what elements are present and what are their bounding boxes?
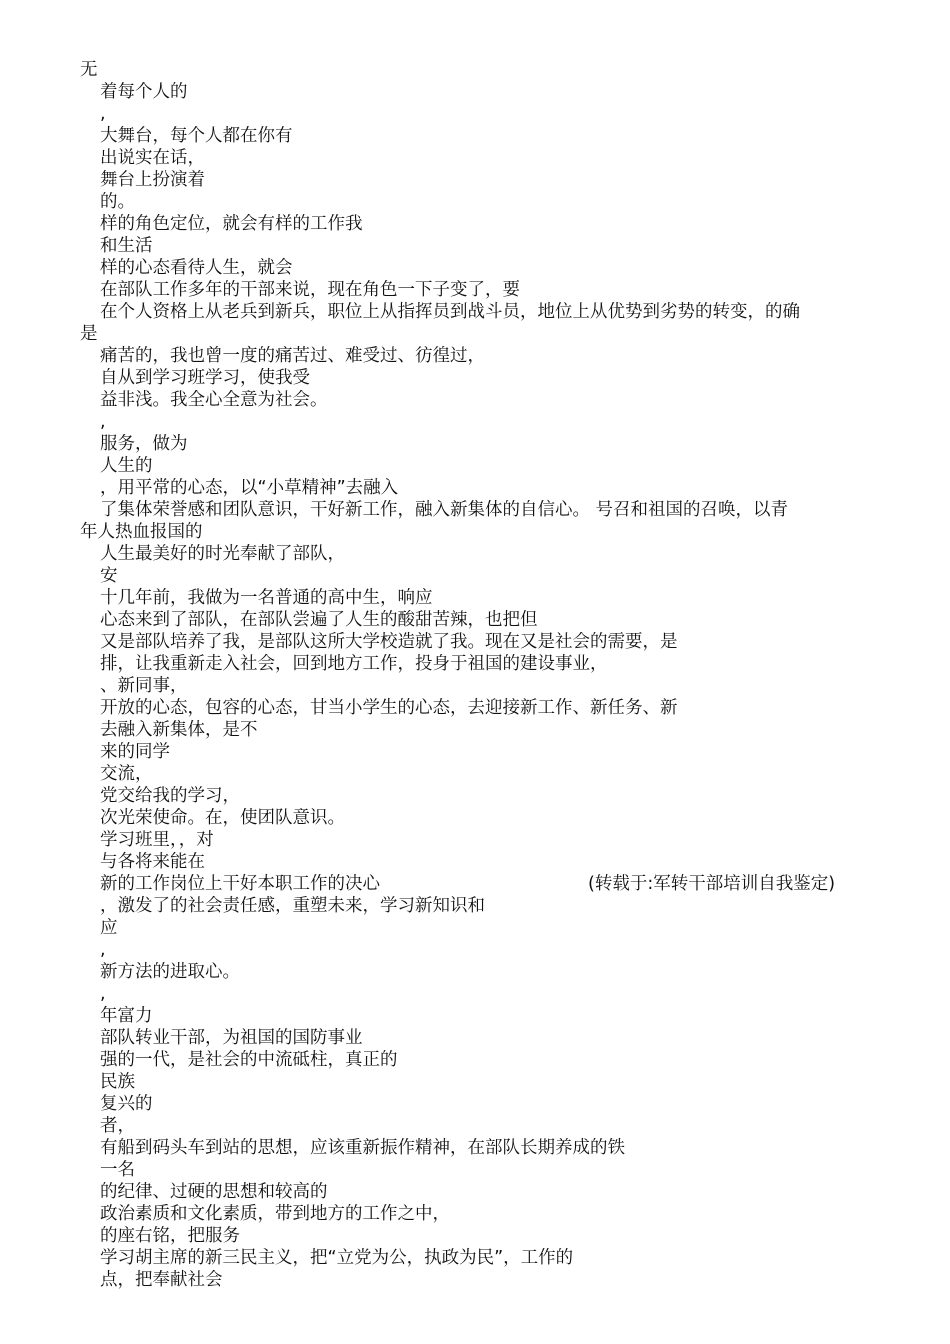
text-line: 新的工作岗位上干好本职工作的决心	[100, 874, 380, 894]
text-line: 与各将来能在	[100, 852, 205, 872]
text-line: 新方法的进取心。	[100, 962, 240, 982]
text-line: 无	[80, 60, 98, 80]
text-line: 在部队工作多年的干部来说，现在角色一下子变了，要	[100, 280, 520, 300]
text-line: 样的角色定位，就会有样的工作我	[100, 214, 363, 234]
text-line: 心态来到了部队，在部队尝遍了人生的酸甜苦辣，也把但	[100, 610, 538, 630]
text-line: 服务，做为	[100, 434, 188, 454]
text-line: 民族	[100, 1072, 135, 1092]
text-line: 者，	[100, 1116, 135, 1136]
text-line: 了集体荣誉感和团队意识，干好新工作，融入新集体的自信心。 号召和祖国的召唤，以青	[100, 500, 789, 520]
text-line: 有船到码头车到站的思想，应该重新振作精神，在部队长期养成的铁	[100, 1138, 625, 1158]
text-line: 样的心态看待人生，就会	[100, 258, 293, 278]
text-line: 、新同事，	[100, 676, 188, 696]
text-line: 年富力	[100, 1006, 153, 1026]
text-line: 点，把奉献社会	[100, 1270, 223, 1290]
text-line: 来的同学	[100, 742, 170, 762]
text-line: 人生最美好的时光奉献了部队，	[100, 544, 345, 564]
text-line: 人生的	[100, 456, 153, 476]
text-line: 的纪律、过硬的思想和较高的	[100, 1182, 328, 1202]
text-line: 出说实在话，	[100, 148, 205, 168]
text-line: 的。	[100, 192, 135, 212]
source-note: (转载于:军转干部培训自我鉴定)	[588, 874, 836, 894]
text-line: 安	[100, 566, 118, 586]
text-line: 的座右铭，把服务	[100, 1226, 240, 1246]
text-line: 应	[100, 918, 118, 938]
text-line: 学习班里，，对	[100, 830, 214, 850]
text-line: 痛苦的，我也曾一度的痛苦过、难受过、彷徨过，	[100, 346, 485, 366]
text-line: 着每个人的	[100, 82, 188, 102]
text-line: 年人热血报国的	[80, 522, 203, 542]
text-line: 舞台上扮演着	[100, 170, 205, 190]
text-line: ,	[100, 940, 106, 960]
text-line: 益非浅。我全心全意为社会。	[100, 390, 328, 410]
text-line: 去融入新集体，是不	[100, 720, 258, 740]
text-line: 开放的心态，包容的心态，甘当小学生的心态，去迎接新工作、新任务、新	[100, 698, 678, 718]
text-line: 排，让我重新走入社会，回到地方工作，投身于祖国的建设事业，	[100, 654, 608, 674]
text-line: 十几年前，我做为一名普通的高中生，响应	[100, 588, 433, 608]
text-line: 一名	[100, 1160, 135, 1180]
text-line: 复兴的	[100, 1094, 153, 1114]
text-line: ，激发了的社会责任感，重塑未来，学习新知识和	[100, 896, 485, 916]
text-line: 强的一代，是社会的中流砥柱，真正的	[100, 1050, 398, 1070]
text-line: 和生活	[100, 236, 153, 256]
text-line: ,	[100, 412, 106, 432]
text-line: 交流，	[100, 764, 153, 784]
text-line: 又是部队培养了我，是部队这所大学校造就了我。现在又是社会的需要，是	[100, 632, 678, 652]
text-line: 学习胡主席的新三民主义，把“立党为公，执政为民”，工作的	[100, 1248, 574, 1268]
text-line: 政治素质和文化素质，带到地方的工作之中，	[100, 1204, 450, 1224]
text-line: 在个人资格上从老兵到新兵，职位上从指挥员到战斗员，地位上从优势到劣势的转变，的确	[100, 302, 800, 322]
text-line: 次光荣使命。在，使团队意识。	[100, 808, 345, 828]
text-line: ,	[100, 104, 106, 124]
text-line: 部队转业干部，为祖国的国防事业	[100, 1028, 363, 1048]
text-line: 是	[80, 324, 98, 344]
text-line: 自从到学习班学习，使我受	[100, 368, 310, 388]
text-line: 党交给我的学习，	[100, 786, 240, 806]
text-line: ,	[100, 984, 106, 1004]
text-line: ，用平常的心态，以“小草精神”去融入	[100, 478, 399, 498]
text-line: 大舞台，每个人都在你有	[100, 126, 293, 146]
